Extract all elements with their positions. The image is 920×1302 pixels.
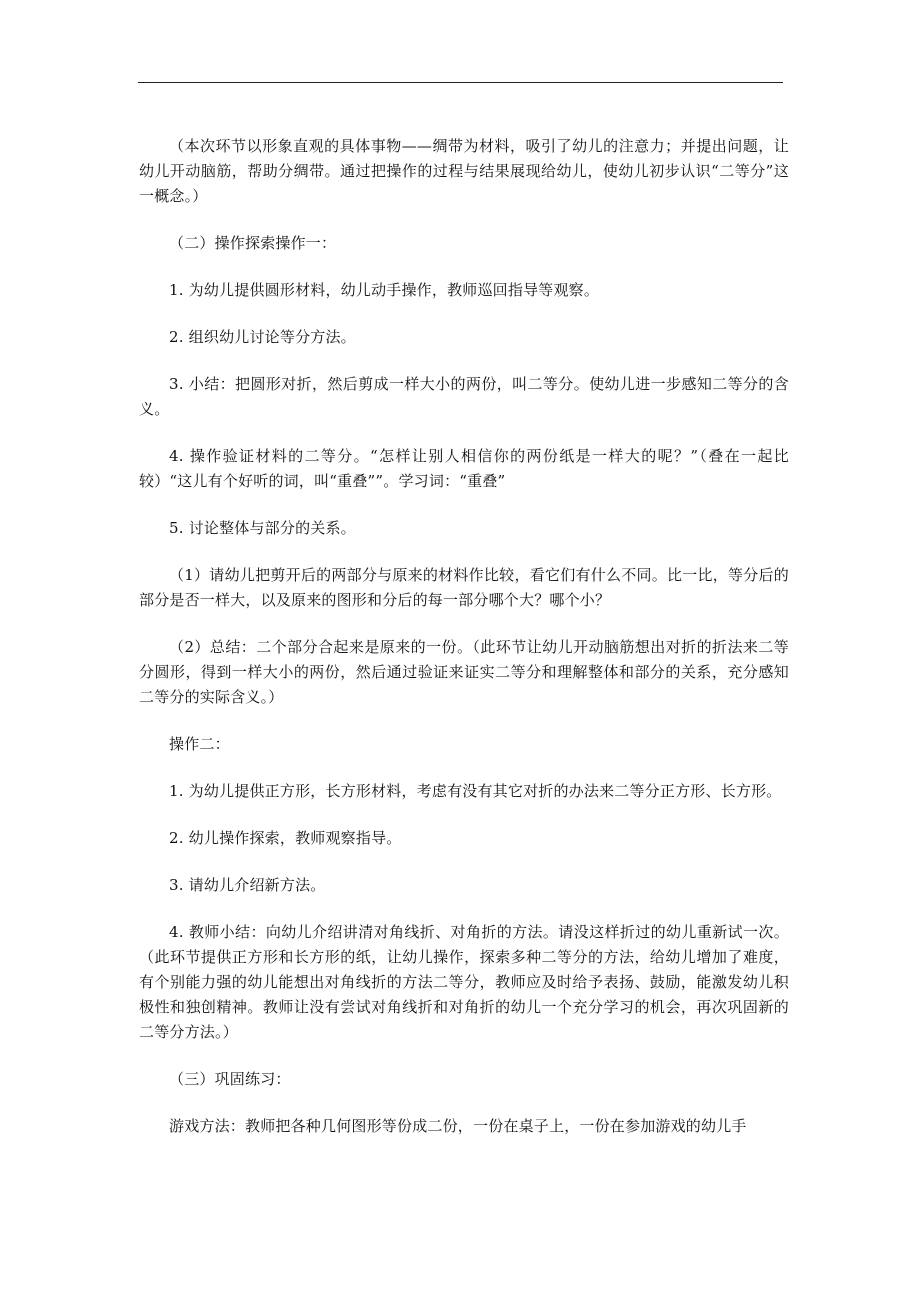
paragraph-op2-step-4: 4. 教师小结：向幼儿介绍讲清对角线折、对角折的方法。请没这样折过的幼儿重新试一次。（此环节提供正方形和长方形的纸，让幼儿操作，探索多种二等分的方法，给幼儿增加了难度，有个别能力强的幼儿能想出对角线折的方法二等分，教师应及时给予表扬、鼓励，能激发幼儿积极性和独创精神。教师让没有尝试对角线折和对角折的幼儿一个充分学习的机会，再次巩固新的二等分方法。） [139,923,789,1041]
paragraph-step-1: 1. 为幼儿提供圆形材料，幼儿动手操作，教师巡回指导等观察。 [169,281,600,299]
section-heading-operation-explore: （二）操作探索操作一： [169,234,337,252]
paragraph-substep-1: （1）请幼儿把剪开后的两部分与原来的材料作比较，看它们有什么不同。比一比，等分后的部分是否一样大，以及原来的图形和分后的每一部分哪个大？哪个小？ [139,566,789,609]
paragraph-op2-step-3: 3. 请幼儿介绍新方法。 [169,876,326,894]
paragraph-op2-step-1: 1. 为幼儿提供正方形，长方形材料，考虑有没有其它对折的办法来二等分正方形、长方形。 [169,782,782,800]
paragraph-game-method: 游戏方法：教师把各种几何图形等份成二份，一份在桌子上，一份在参加游戏的幼儿手 [169,1117,747,1135]
section-heading-operation-two: 操作二： [169,735,230,753]
paragraph-step-4: 4. 操作验证材料的二等分。“怎样让别人相信你的两份纸是一样大的呢？”（叠在一起比较）“这儿有个好听的词，叫“重叠””。学习词：“重叠” [139,447,789,490]
paragraph-substep-2: （2）总结：二个部分合起来是原来的一份。（此环节让幼儿开动脑筋想出对折的折法来二等分圆形，得到一样大小的两份，然后通过验证来证实二等分和理解整体和部分的关系，充分感知二等分的实际含义。） [139,638,789,706]
section-heading-consolidation: （三）巩固练习： [169,1070,291,1088]
document-body [139,134,789,1139]
paragraph-step-2: 2. 组织幼儿讨论等分方法。 [169,328,356,346]
paragraph-intro-note: （本次环节以形象直观的具体事物——绸带为材料，吸引了幼儿的注意力；并提出问题，让幼儿开动脑筋，帮助分绸带。通过把操作的过程与结果展现给幼儿，使幼儿初步认识“二等分”这一概念。） [139,137,789,205]
paragraph-step-3: 3. 小结：把圆形对折，然后剪成一样大小的两份，叫二等分。使幼儿进一步感知二等分的含义。 [139,375,789,418]
paragraph-op2-step-2: 2. 幼儿操作探索，教师观察指导。 [169,829,402,847]
header-rule [138,82,783,83]
paragraph-step-5: 5. 讨论整体与部分的关系。 [169,519,356,537]
